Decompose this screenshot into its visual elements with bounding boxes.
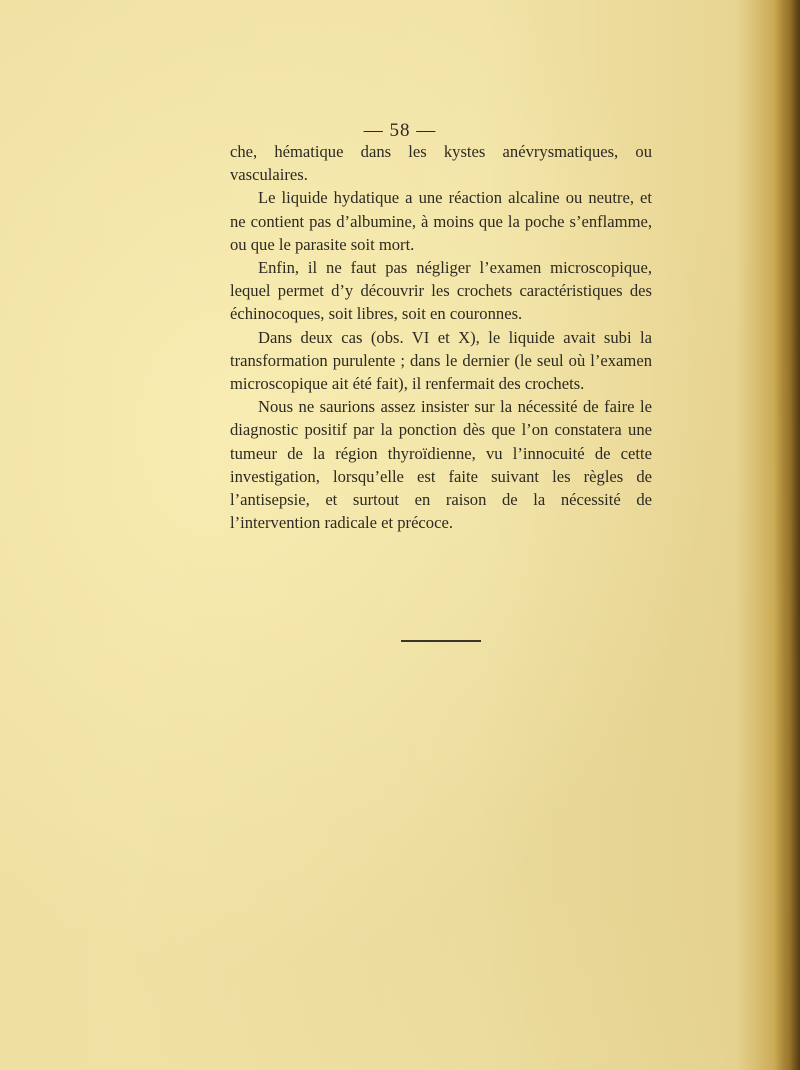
paragraph-5: Nous ne saurions assez insister sur la nécessité de faire le diagnostic positif par la ponction dès que l’on constatera une tumeur de la région thyroïdienne, vu l’innocuité de cette investigation, lorsqu’elle est faite suivant les règles de l’antisepsie, et surtout en raison de la nécessité de l’intervention radicale et précoce.	[230, 397, 652, 533]
page-edge-shadow	[774, 0, 800, 1070]
paragraph-4: Dans deux cas (obs. VI et X), le liquide avait subi la transformation purulente ; dans le dernier (le seul où l’examen microscopique ait été fait), il renfermait des crochets.	[230, 327, 652, 394]
section-end-rule	[401, 640, 481, 642]
page-number: — 58 —	[363, 120, 437, 141]
paragraph-1: che, hématique dans les kystes anévrysmatiques, ou vasculaires.	[230, 142, 652, 185]
body-text	[230, 140, 652, 534]
paragraph-3: Enfin, il ne faut pas négliger l’examen microscopique, lequel permet d’y découvrir les crochets caractéristiques des échinocoques, soit libres, soit en couronnes.	[230, 258, 652, 324]
paragraph-2: Le liquide hydatique a une réaction alcaline ou neutre, et ne contient pas d’albumine, à moins que la poche s’enflamme, ou que le parasite soit mort.	[230, 188, 652, 254]
